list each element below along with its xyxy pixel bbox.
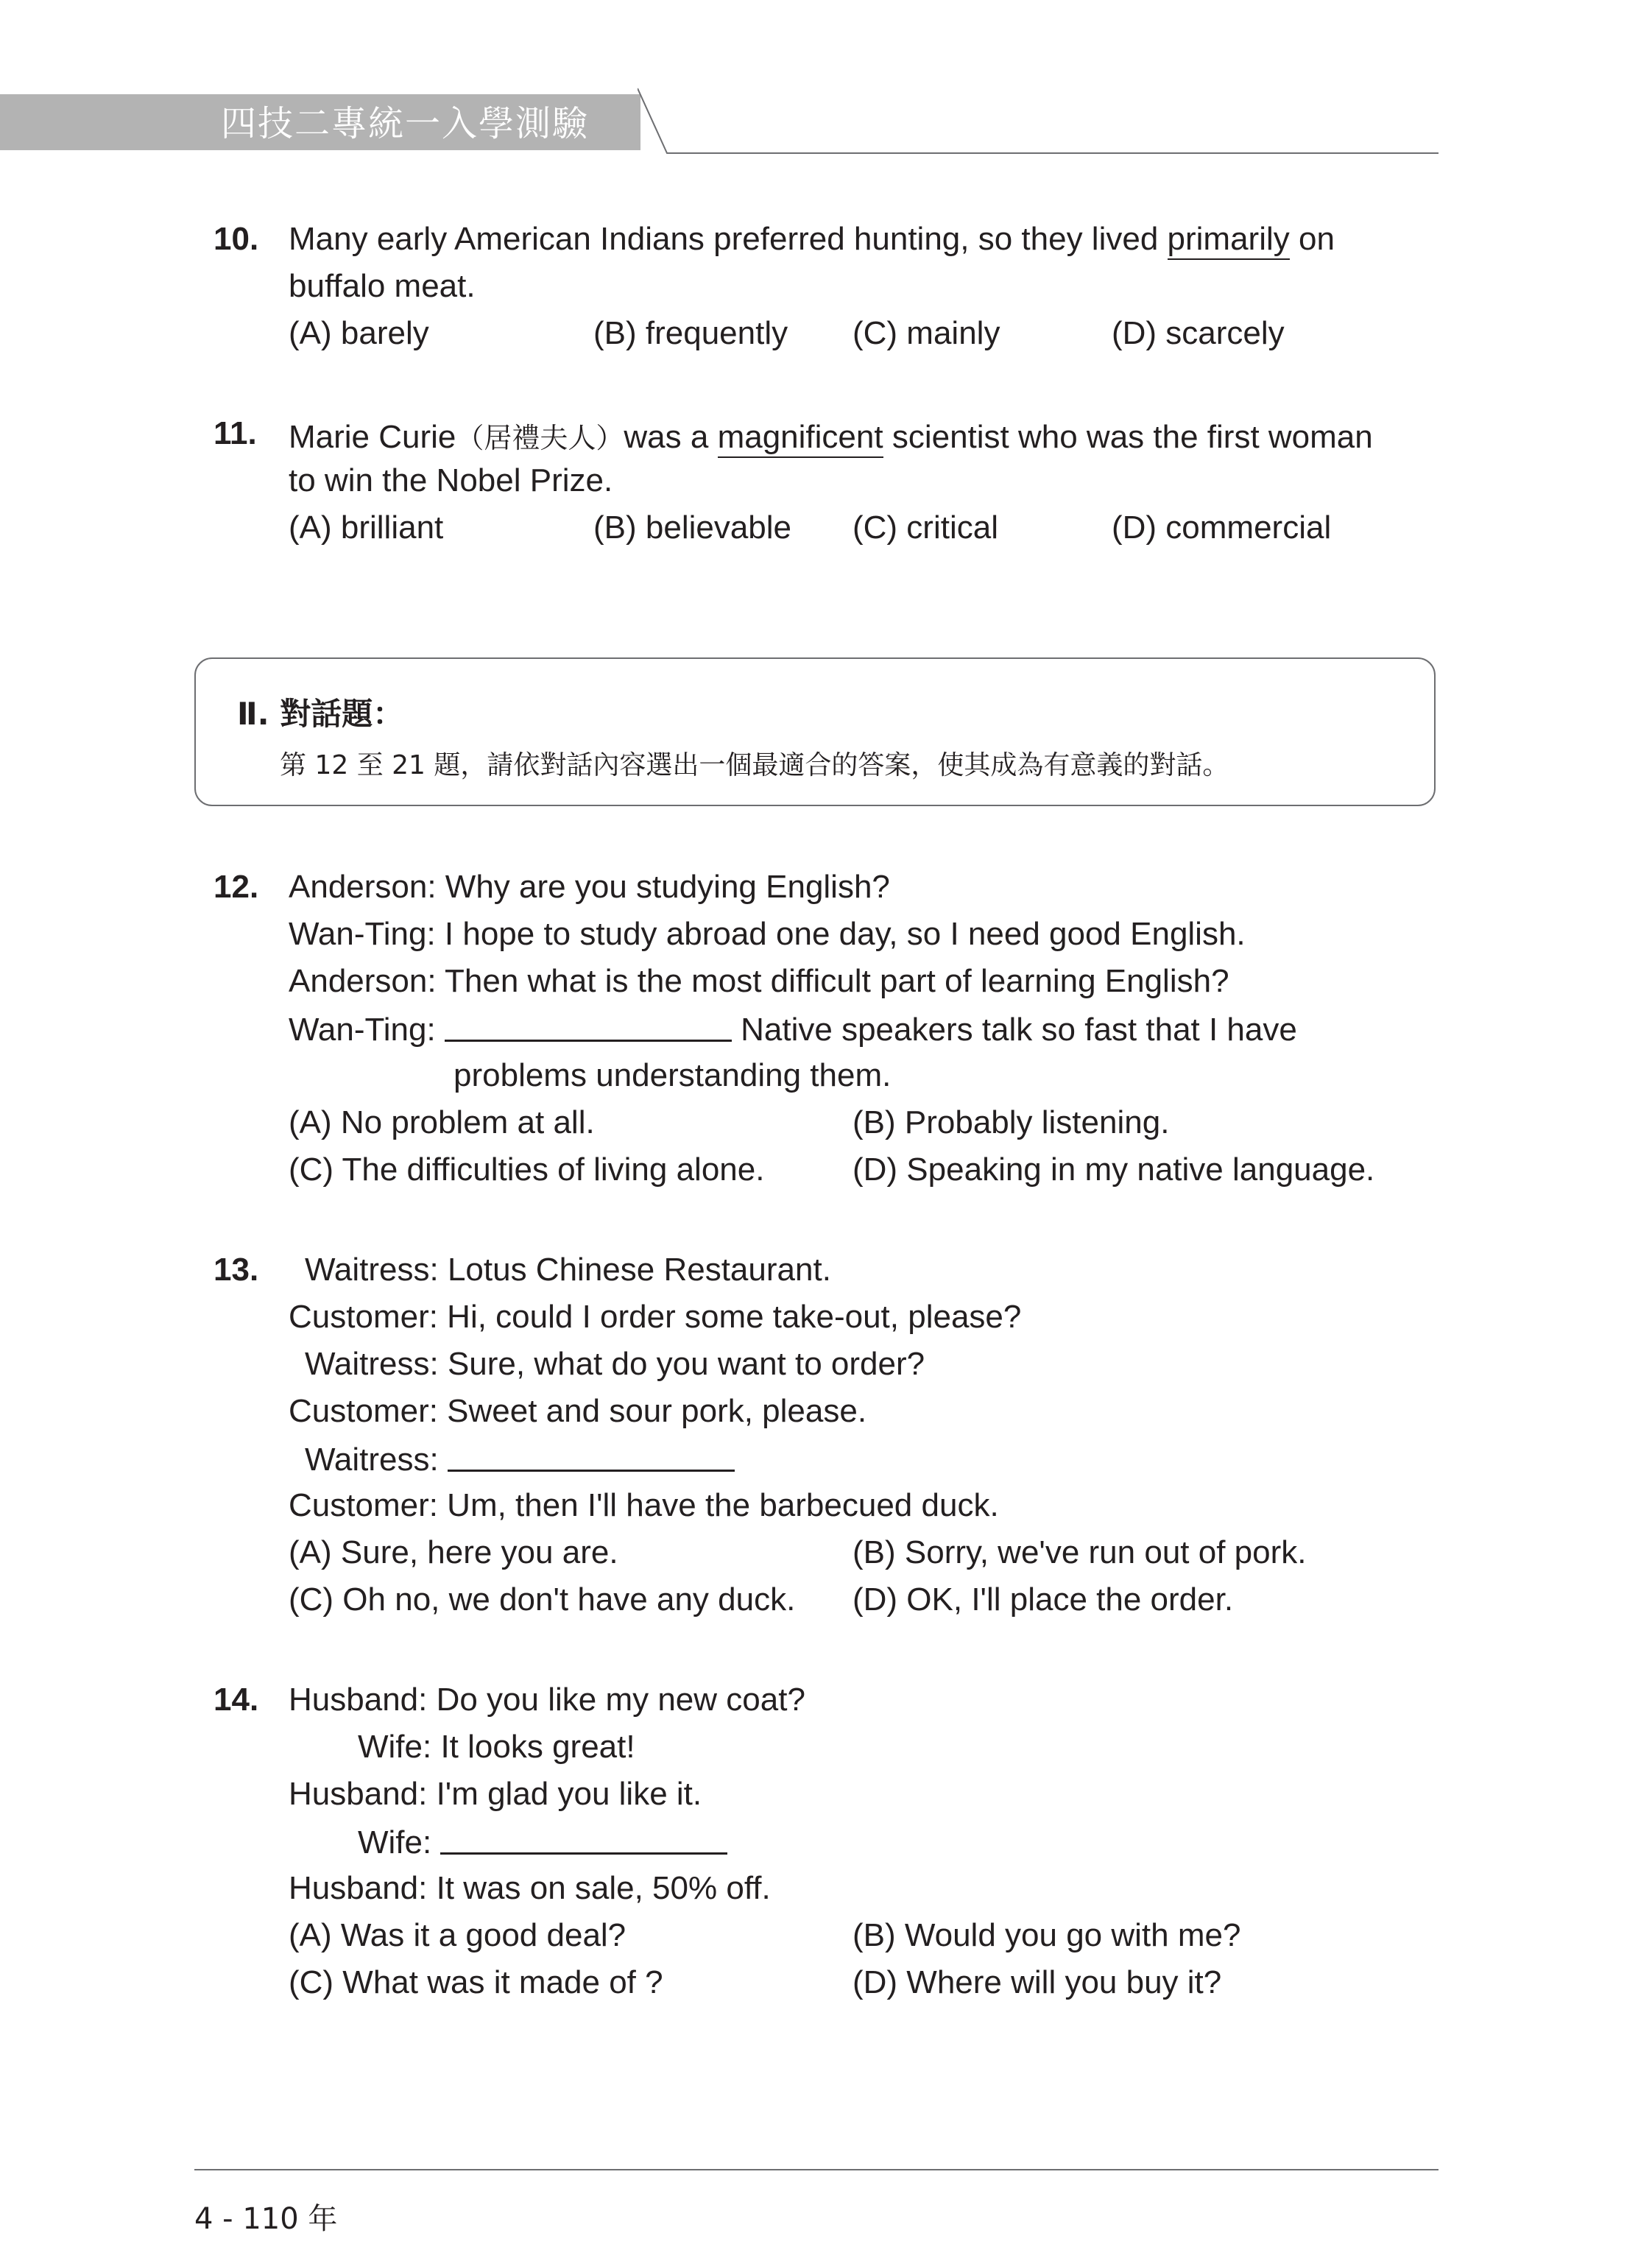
dialogue-line: Husband: I'm glad you like it. xyxy=(289,1776,702,1812)
option-b: (B) Sorry, we've run out of pork. xyxy=(853,1534,1307,1570)
question-number: 11. xyxy=(213,415,257,451)
question-number: 10. xyxy=(213,221,259,257)
option-d: (D) commercial xyxy=(1112,509,1332,546)
question-text-line: buffalo meat. xyxy=(289,268,476,304)
dialogue-line: Wife: It looks great! xyxy=(358,1729,635,1765)
dialogue-line: Anderson: Then what is the most difficult part of learning English? xyxy=(289,963,1229,999)
dialogue-line: Husband: It was on sale, 50% off. xyxy=(289,1870,771,1906)
option-d: (D) Speaking in my native language. xyxy=(853,1151,1375,1188)
option-c: (C) What was it made of ? xyxy=(289,1964,663,2000)
option-b: (B) believable xyxy=(593,509,792,546)
answer-blank xyxy=(448,1440,735,1472)
option-d: (D) Where will you buy it? xyxy=(853,1964,1222,2000)
question-number: 12. xyxy=(213,869,259,905)
page-number: 4 - 110 年 xyxy=(194,2202,338,2236)
dialogue-line: Customer: Sweet and sour pork, please. xyxy=(289,1393,867,1429)
option-b: (B) frequently xyxy=(593,315,788,351)
dialogue-line-blank: Waitress: xyxy=(305,1440,735,1478)
dialogue-line: Customer: Um, then I'll have the barbecued duck. xyxy=(289,1487,999,1523)
header-rule xyxy=(638,82,1440,156)
underlined-word: primarily xyxy=(1168,221,1290,260)
dialogue-line-blank: Wan-Ting: Native speakers talk so fast that I have xyxy=(289,1012,1297,1048)
option-c: (C) Oh no, we don't have any duck. xyxy=(289,1581,796,1618)
footer-rule xyxy=(194,2169,1439,2170)
underlined-word: magnificent xyxy=(718,419,883,458)
dialogue-line: Waitress: Sure, what do you want to order? xyxy=(305,1346,925,1382)
option-b: (B) Would you go with me? xyxy=(853,1917,1241,1953)
dialogue-line: Customer: Hi, could I order some take-out, please? xyxy=(289,1299,1022,1335)
option-a: (A) Was it a good deal? xyxy=(289,1917,626,1953)
option-b: (B) Probably listening. xyxy=(853,1104,1170,1140)
header-title: 四技二專統一入學測驗 xyxy=(221,103,590,144)
section-box xyxy=(194,657,1436,806)
section-title: Ⅱ. 對話題： xyxy=(237,696,404,732)
section-description: 第 12 至 21 題，請依對話內容選出一個最適合的答案，使其成為有意義的對話。 xyxy=(280,750,1229,780)
question-number: 14. xyxy=(213,1682,259,1718)
option-a: (A) barely xyxy=(289,315,429,351)
option-c: (C) The difficulties of living alone. xyxy=(289,1151,765,1188)
dialogue-line: Wan-Ting: I hope to study abroad one day, so I need good English. xyxy=(289,916,1246,952)
option-c: (C) mainly xyxy=(853,315,1000,351)
question-text-line: Marie Curie（居禮夫人）was a magnificent scientist who was the first woman xyxy=(289,415,1373,456)
dialogue-line: Husband: Do you like my new coat? xyxy=(289,1682,805,1718)
dialogue-line: Anderson: Why are you studying English? xyxy=(289,869,890,905)
option-a: (A) brilliant xyxy=(289,509,444,546)
dialogue-line-blank: Wife: xyxy=(358,1823,727,1861)
answer-blank xyxy=(440,1823,727,1855)
question-number: 13. xyxy=(213,1252,259,1288)
question-text-line: Many early American Indians preferred hunting, so they lived primarily on xyxy=(289,221,1335,258)
option-d: (D) OK, I'll place the order. xyxy=(853,1581,1234,1618)
option-a: (A) No problem at all. xyxy=(289,1104,595,1140)
option-d: (D) scarcely xyxy=(1112,315,1285,351)
option-a: (A) Sure, here you are. xyxy=(289,1534,618,1570)
answer-blank xyxy=(445,1010,732,1042)
question-text-line: to win the Nobel Prize. xyxy=(289,462,613,498)
dialogue-continuation: problems understanding them. xyxy=(453,1057,892,1093)
option-c: (C) critical xyxy=(853,509,998,546)
dialogue-line: Waitress: Lotus Chinese Restaurant. xyxy=(305,1252,831,1288)
